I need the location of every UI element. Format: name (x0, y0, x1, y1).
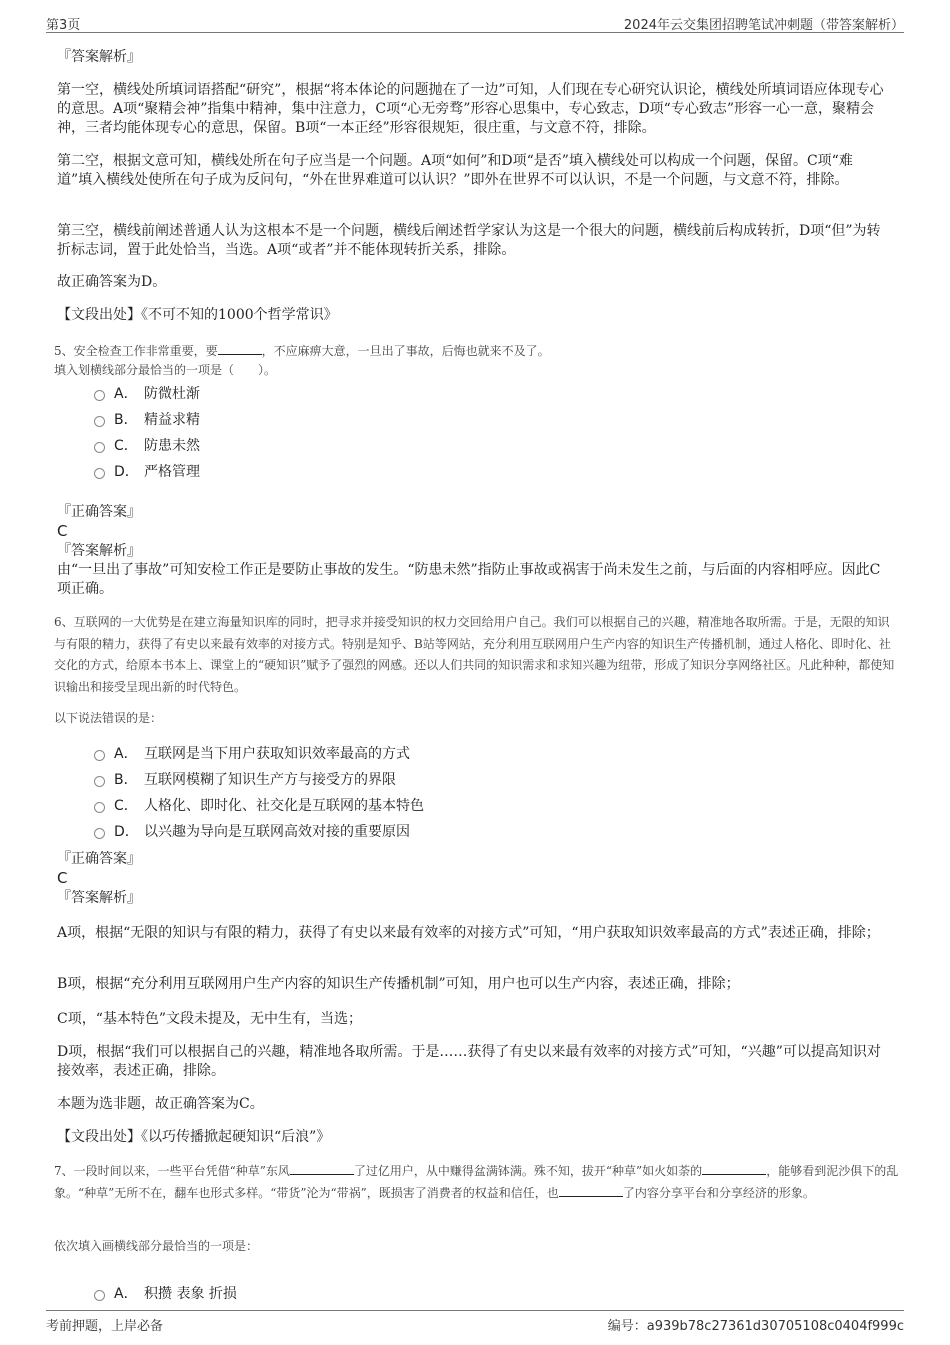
q6-analysis-label: 『答案解析』 (57, 890, 141, 906)
option-text: 人格化、即时化、社交化是互联网的基本特色 (144, 798, 424, 814)
page-footer (46, 1310, 904, 1335)
q7-stem-part: 7、一段时间以来，一些平台凭借“种草”东风 (54, 1164, 290, 1178)
q5-correct-answer: C (57, 522, 68, 540)
q5-stem-part: 5、安全检查工作非常重要，要 (54, 344, 218, 358)
q7-blank-2 (702, 1163, 766, 1175)
q7-stem (54, 1161, 900, 1204)
q5-option-d[interactable] (94, 462, 200, 482)
option-key: D． (114, 824, 139, 840)
q5-stem-part: ，不应麻痹大意，一旦出了事故，后悔也就来不及了。 (261, 344, 550, 358)
q7-stem-part: 了内容分享平台和分享经济的形象。 (622, 1185, 815, 1200)
q7-blank-3 (559, 1185, 623, 1197)
option-text: 精益求精 (144, 412, 200, 428)
q6-prompt: 以下说法错误的是： (54, 711, 163, 725)
option-text: 以兴趣为导向是互联网高效对接的重要原因 (144, 824, 410, 840)
radio-icon[interactable] (94, 390, 105, 401)
q6-option-d[interactable] (94, 822, 410, 842)
radio-icon[interactable] (94, 802, 105, 813)
q5-option-a[interactable] (94, 384, 200, 404)
q4-analysis-para-3: 第三空，横线前阐述普通人认为这根本不是一个问题，横线后阐述哲学家认为这是一个很大的问题，横线前后构成转折，D项“但”为转折标志词，置于此处恰当，当选。A项“或者”并不能体现转折关系，排除。 (57, 223, 881, 258)
q4-analysis-label: 『答案解析』 (57, 49, 141, 65)
option-key: A． (114, 386, 138, 402)
option-text: 防患未然 (144, 438, 200, 454)
radio-icon[interactable] (94, 442, 105, 453)
q6-stem: 6、互联网的一大优势是在建立海量知识库的同时，把寻求并接受知识的权力交回给用户自己。我们可以根据自己的兴趣，精准地各取所需。于是，无限的知识与有限的精力，获得了有史以来最有效率的对接方式。特别是知乎、B站等网站，充分利用互联网用户生产内容的知识生产传播机制，通过人格化、即时化、社交化的方式，给原本书本上、课堂上的“硬知识”赋予了强烈的网感。还以人们共同的知识需求和求知兴趣为纽带，形成了知识分享网络社区。凡此种种，都使知识输出和接受呈现出新的时代特色。 (54, 615, 895, 694)
radio-icon[interactable] (94, 750, 105, 761)
q6-conclusion: 本题为选非题，故正确答案为C。 (57, 1096, 264, 1112)
document-title: 2024年云交集团招聘笔试冲刺题（带答案解析） (623, 18, 904, 33)
q4-source: 【文段出处】《不可不知的1000个哲学常识》 (57, 307, 338, 323)
radio-icon[interactable] (94, 416, 105, 427)
option-text: 严格管理 (144, 464, 200, 480)
option-key: B． (114, 412, 138, 428)
option-key: D． (114, 464, 139, 480)
option-key: A． (114, 746, 138, 762)
q5-analysis: 由“一旦出了事故”可知安检工作正是要防止事故的发生。“防患未然”指防止事故或祸害于尚未发生之前，与后面的内容相呼应。因此C项正确。 (57, 562, 881, 597)
q4-conclusion: 故正确答案为D。 (57, 274, 167, 290)
q6-option-c[interactable] (94, 796, 424, 816)
q5-option-b[interactable] (94, 410, 200, 430)
option-text: 互联网模糊了知识生产方与接受方的界限 (144, 772, 396, 788)
q7-prompt: 依次填入画横线部分最恰当的一项是： (54, 1239, 259, 1253)
option-key: C． (114, 438, 138, 454)
option-text: 防微杜渐 (144, 386, 200, 402)
q5-option-c[interactable] (94, 436, 200, 456)
q6-analysis-d: D项，根据“我们可以根据自己的兴趣，精准地各取所需。于是……获得了有史以来最有效率的对接方式”可知，“兴趣”可以提高知识对接效率，表述正确，排除。 (57, 1044, 881, 1079)
radio-icon[interactable] (94, 468, 105, 479)
option-key: B． (114, 772, 138, 788)
q5-prompt: 填入划横线部分最恰当的一项是（ ）。 (54, 363, 277, 377)
q4-analysis-para-1: 第一空，横线处所填词语搭配“研究”，根据“将本体论的问题抛在了一边”可知，人们现在专心研究认识论，横线处所填词语应体现专心的意思。A项“聚精会神”指集中精神，集中注意力，C项“心无旁骛”形容心思集中，专心致志，D项“专心致志”形容一心一意，聚精会神，三者均能体现专心的意思，保留。B项“一本正经”形容很规矩，很庄重，与文意不符，排除。 (57, 82, 884, 136)
q5-correct-label: 『正确答案』 (57, 504, 141, 520)
q5-analysis-label: 『答案解析』 (57, 543, 141, 559)
q6-correct-answer: C (57, 869, 68, 887)
radio-icon[interactable] (94, 828, 105, 839)
footer-slogan: 考前押题，上岸必备 (46, 1319, 164, 1334)
option-text: 积攒 表象 折损 (144, 1286, 237, 1302)
q6-correct-label: 『正确答案』 (57, 851, 141, 867)
document-serial: 编号：a939b78c27361d30705108c0404f999c (607, 1319, 904, 1334)
q6-analysis-a: A项，根据“无限的知识与有限的精力，获得了有史以来最有效率的对接方式”可知，“用户获取知识效率最高的方式”表述正确，排除； (57, 925, 880, 941)
option-text: 互联网是当下用户获取知识效率最高的方式 (144, 746, 410, 762)
q6-analysis-c: C项，“基本特色”文段未提及，无中生有，当选； (57, 1011, 363, 1027)
q6-option-a[interactable] (94, 744, 410, 764)
q6-analysis-b: B项，根据“充分利用互联网用户生产内容的知识生产传播机制”可知，用户也可以生产内容，表述正确，排除； (57, 976, 740, 992)
radio-icon[interactable] (94, 776, 105, 787)
q4-analysis-para-2: 第二空，根据文意可知，横线处所在句子应当是一个问题。A项“如何”和D项“是否”填入横线处可以构成一个问题，保留。C项“难道”填入横线处使所在句子成为反问句，“外在世界难道可以认识？”即外在世界不可以认识，不是一个问题，与文意不符，排除。 (57, 153, 853, 188)
option-key: A． (114, 1286, 138, 1302)
q7-stem-part: 了过亿用户，从中赚得盆满钵满。殊不知，拔开“种草”如火如荼的 (353, 1164, 703, 1178)
q7-blank-1 (290, 1163, 354, 1175)
page-header (46, 12, 904, 33)
q5-blank (218, 343, 262, 355)
option-key: C． (114, 798, 138, 814)
q7-stem-part: ，能够看到泥沙俱下的乱象。“种草”无所不在，翻车也形式多样。“带货”沦为“带祸”，既损害了消费者的权益和信任，也 (54, 1164, 899, 1200)
q7-option-a[interactable] (94, 1284, 237, 1304)
q6-source: 【文段出处】《以巧传播掀起硬知识“后浪”》 (57, 1129, 331, 1145)
page-number: 第3页 (46, 18, 81, 33)
q6-option-b[interactable] (94, 770, 396, 790)
radio-icon[interactable] (94, 1290, 105, 1301)
